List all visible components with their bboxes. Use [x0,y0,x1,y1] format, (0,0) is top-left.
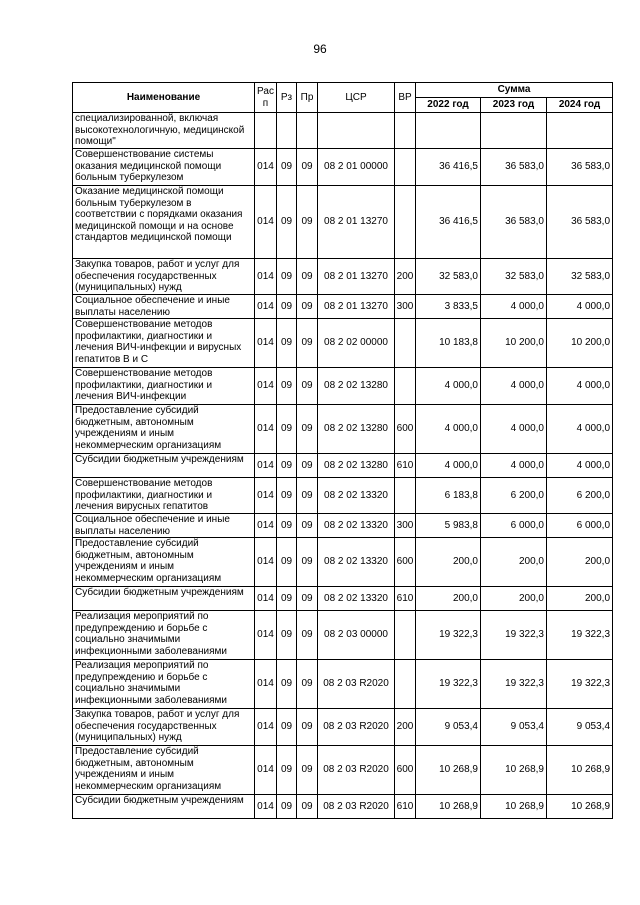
amount-2024-cell: 36 583,0 [547,149,613,186]
ras-cell: 014 [255,709,277,746]
amount-2024-cell: 32 583,0 [547,259,613,295]
amount-2024-cell: 9 053,4 [547,709,613,746]
header-sum: Сумма [416,83,613,98]
pr-cell: 09 [297,259,318,295]
vr-cell [395,319,416,368]
csr-cell: 08 2 01 13270 [318,259,395,295]
pr-cell: 09 [297,478,318,514]
table-row [73,538,613,587]
name-cell: Закупка товаров, работ и услуг для обеспечения государственных (муниципальных) нужд [73,259,255,295]
amount-2023-cell: 4 000,0 [481,368,547,405]
csr-cell: 08 2 03 R2020 [318,660,395,709]
ras-cell: 014 [255,611,277,660]
name-cell: Субсидии бюджетным учреждениям [73,795,255,819]
table-row [73,319,613,368]
vr-cell [395,149,416,186]
name-cell: Закупка товаров, работ и услуг для обеспечения государственных (муниципальных) нужд [73,709,255,746]
vr-cell [395,368,416,405]
amount-2024-cell: 4 000,0 [547,295,613,319]
ras-cell: 014 [255,587,277,611]
rz-cell: 09 [277,454,297,478]
vr-cell [395,660,416,709]
csr-cell: 08 2 03 00000 [318,611,395,660]
csr-cell: 08 2 02 13320 [318,514,395,538]
ras-cell: 014 [255,319,277,368]
amount-2022-cell: 200,0 [416,587,481,611]
rz-cell: 09 [277,795,297,819]
header-name: Наименование [73,83,255,113]
table-row [73,259,613,295]
header-ras: Рас п [255,83,277,113]
csr-cell [318,113,395,149]
table-row [73,368,613,405]
name-cell: Совершенствование методов профилактики, диагностики и лечения ВИЧ-инфекции и вирусных гепатитов В и С [73,319,255,368]
pr-cell: 09 [297,405,318,454]
amount-2022-cell: 4 000,0 [416,405,481,454]
amount-2023-cell: 200,0 [481,587,547,611]
rz-cell: 09 [277,368,297,405]
name-cell: специализированной, включая высокотехнологичную, медицинской помощи" [73,113,255,149]
amount-2023-cell: 6 000,0 [481,514,547,538]
rz-cell: 09 [277,611,297,660]
amount-2024-cell: 10 268,9 [547,746,613,795]
csr-cell: 08 2 02 13280 [318,405,395,454]
name-cell: Социальное обеспечение и иные выплаты населению [73,295,255,319]
amount-2024-cell: 6 000,0 [547,514,613,538]
amount-2023-cell: 32 583,0 [481,259,547,295]
ras-cell: 014 [255,746,277,795]
pr-cell: 09 [297,368,318,405]
name-cell: Оказание медицинской помощи больным туберкулезом в соответствии с порядками оказания медицинской помощи и на основе стандартов медицинской помощи [73,186,255,259]
table-row [73,113,613,149]
table-row [73,660,613,709]
ras-cell: 014 [255,149,277,186]
vr-cell: 600 [395,538,416,587]
amount-2022-cell: 3 833,5 [416,295,481,319]
csr-cell: 08 2 01 13270 [318,186,395,259]
csr-cell: 08 2 01 13270 [318,295,395,319]
amount-2023-cell: 36 583,0 [481,186,547,259]
amount-2022-cell: 32 583,0 [416,259,481,295]
vr-cell: 610 [395,587,416,611]
name-cell: Реализация мероприятий по предупреждению и борьбе с социально значимыми инфекционными заболеваниями [73,660,255,709]
amount-2022-cell: 36 416,5 [416,149,481,186]
ras-cell: 014 [255,660,277,709]
amount-2023-cell: 4 000,0 [481,454,547,478]
amount-2023-cell [481,113,547,149]
table-row [73,514,613,538]
amount-2023-cell: 10 268,9 [481,795,547,819]
vr-cell [395,186,416,259]
ras-cell: 014 [255,259,277,295]
pr-cell [297,113,318,149]
amount-2024-cell: 6 200,0 [547,478,613,514]
amount-2024-cell: 200,0 [547,587,613,611]
pr-cell: 09 [297,746,318,795]
amount-2023-cell: 19 322,3 [481,611,547,660]
rz-cell: 09 [277,186,297,259]
table-row [73,587,613,611]
pr-cell: 09 [297,795,318,819]
rz-cell: 09 [277,295,297,319]
pr-cell: 09 [297,660,318,709]
amount-2022-cell: 200,0 [416,538,481,587]
vr-cell [395,611,416,660]
rz-cell: 09 [277,514,297,538]
header-year-2024: 2024 год [547,98,613,113]
header-year-2023: 2023 год [481,98,547,113]
budget-table [72,82,613,819]
amount-2023-cell: 9 053,4 [481,709,547,746]
header-pr: Пр [297,83,318,113]
amount-2022-cell: 5 983,8 [416,514,481,538]
rz-cell [277,113,297,149]
ras-cell: 014 [255,514,277,538]
name-cell: Совершенствование методов профилактики, диагностики и лечения вирусных гепатитов [73,478,255,514]
rz-cell: 09 [277,405,297,454]
amount-2022-cell: 9 053,4 [416,709,481,746]
amount-2023-cell: 10 268,9 [481,746,547,795]
rz-cell: 09 [277,709,297,746]
pr-cell: 09 [297,611,318,660]
ras-cell: 014 [255,454,277,478]
csr-cell: 08 2 02 13320 [318,587,395,611]
amount-2024-cell: 19 322,3 [547,660,613,709]
rz-cell: 09 [277,746,297,795]
amount-2022-cell: 36 416,5 [416,186,481,259]
rz-cell: 09 [277,538,297,587]
pr-cell: 09 [297,186,318,259]
amount-2024-cell: 19 322,3 [547,611,613,660]
ras-cell: 014 [255,478,277,514]
rz-cell: 09 [277,259,297,295]
amount-2023-cell: 4 000,0 [481,295,547,319]
vr-cell: 300 [395,514,416,538]
table-row [73,454,613,478]
amount-2023-cell: 4 000,0 [481,405,547,454]
amount-2024-cell: 10 200,0 [547,319,613,368]
amount-2022-cell: 19 322,3 [416,611,481,660]
table-body [73,113,613,819]
amount-2022-cell: 10 268,9 [416,795,481,819]
ras-cell: 014 [255,186,277,259]
rz-cell: 09 [277,149,297,186]
amount-2023-cell: 19 322,3 [481,660,547,709]
amount-2024-cell: 4 000,0 [547,368,613,405]
amount-2022-cell: 4 000,0 [416,368,481,405]
table-row [73,611,613,660]
amount-2024-cell [547,113,613,149]
csr-cell: 08 2 02 00000 [318,319,395,368]
pr-cell: 09 [297,538,318,587]
amount-2022-cell: 10 183,8 [416,319,481,368]
name-cell: Предоставление субсидий бюджетным, автономным учреждениям и иным некоммерческим организациям [73,538,255,587]
amount-2022-cell: 10 268,9 [416,746,481,795]
csr-cell: 08 2 03 R2020 [318,746,395,795]
csr-cell: 08 2 02 13280 [318,368,395,405]
name-cell: Субсидии бюджетным учреждениям [73,587,255,611]
amount-2024-cell: 200,0 [547,538,613,587]
csr-cell: 08 2 01 00000 [318,149,395,186]
table-row [73,795,613,819]
name-cell: Предоставление субсидий бюджетным, автономным учреждениям и иным некоммерческим организациям [73,746,255,795]
rz-cell: 09 [277,587,297,611]
csr-cell: 08 2 03 R2020 [318,795,395,819]
pr-cell: 09 [297,587,318,611]
ras-cell: 014 [255,295,277,319]
vr-cell: 200 [395,259,416,295]
amount-2022-cell [416,113,481,149]
rz-cell: 09 [277,660,297,709]
amount-2023-cell: 200,0 [481,538,547,587]
pr-cell: 09 [297,454,318,478]
name-cell: Социальное обеспечение и иные выплаты населению [73,514,255,538]
amount-2023-cell: 36 583,0 [481,149,547,186]
vr-cell: 200 [395,709,416,746]
table-row [73,405,613,454]
table-row [73,746,613,795]
rz-cell: 09 [277,478,297,514]
pr-cell: 09 [297,514,318,538]
csr-cell: 08 2 02 13320 [318,478,395,514]
header-csr: ЦСР [318,83,395,113]
vr-cell: 610 [395,454,416,478]
page-number: 96 [313,42,327,56]
ras-cell: 014 [255,405,277,454]
csr-cell: 08 2 03 R2020 [318,709,395,746]
name-cell: Предоставление субсидий бюджетным, автономным учреждениям и иным некоммерческим организациям [73,405,255,454]
amount-2024-cell: 4 000,0 [547,454,613,478]
csr-cell: 08 2 02 13320 [318,538,395,587]
amount-2023-cell: 10 200,0 [481,319,547,368]
vr-cell [395,113,416,149]
name-cell: Совершенствование системы оказания медицинской помощи больным туберкулезом [73,149,255,186]
amount-2022-cell: 19 322,3 [416,660,481,709]
header-year-2022: 2022 год [416,98,481,113]
vr-cell: 300 [395,295,416,319]
name-cell: Субсидии бюджетным учреждениям [73,454,255,478]
amount-2024-cell: 10 268,9 [547,795,613,819]
amount-2022-cell: 4 000,0 [416,454,481,478]
pr-cell: 09 [297,319,318,368]
vr-cell: 610 [395,795,416,819]
csr-cell: 08 2 02 13280 [318,454,395,478]
table-row [73,295,613,319]
ras-cell: 014 [255,795,277,819]
vr-cell [395,478,416,514]
pr-cell: 09 [297,709,318,746]
ras-cell: 014 [255,368,277,405]
name-cell: Реализация мероприятий по предупреждению и борьбе с социально значимыми инфекционными заболеваниями [73,611,255,660]
pr-cell: 09 [297,295,318,319]
vr-cell: 600 [395,405,416,454]
pr-cell: 09 [297,149,318,186]
rz-cell: 09 [277,319,297,368]
header-vr: ВР [395,83,416,113]
table-row [73,186,613,259]
header-rz: Рз [277,83,297,113]
amount-2024-cell: 36 583,0 [547,186,613,259]
table-row [73,149,613,186]
table-row [73,478,613,514]
amount-2023-cell: 6 200,0 [481,478,547,514]
ras-cell [255,113,277,149]
amount-2024-cell: 4 000,0 [547,405,613,454]
name-cell: Совершенствование методов профилактики, диагностики и лечения ВИЧ-инфекции [73,368,255,405]
amount-2022-cell: 6 183,8 [416,478,481,514]
table-row [73,709,613,746]
vr-cell: 600 [395,746,416,795]
ras-cell: 014 [255,538,277,587]
